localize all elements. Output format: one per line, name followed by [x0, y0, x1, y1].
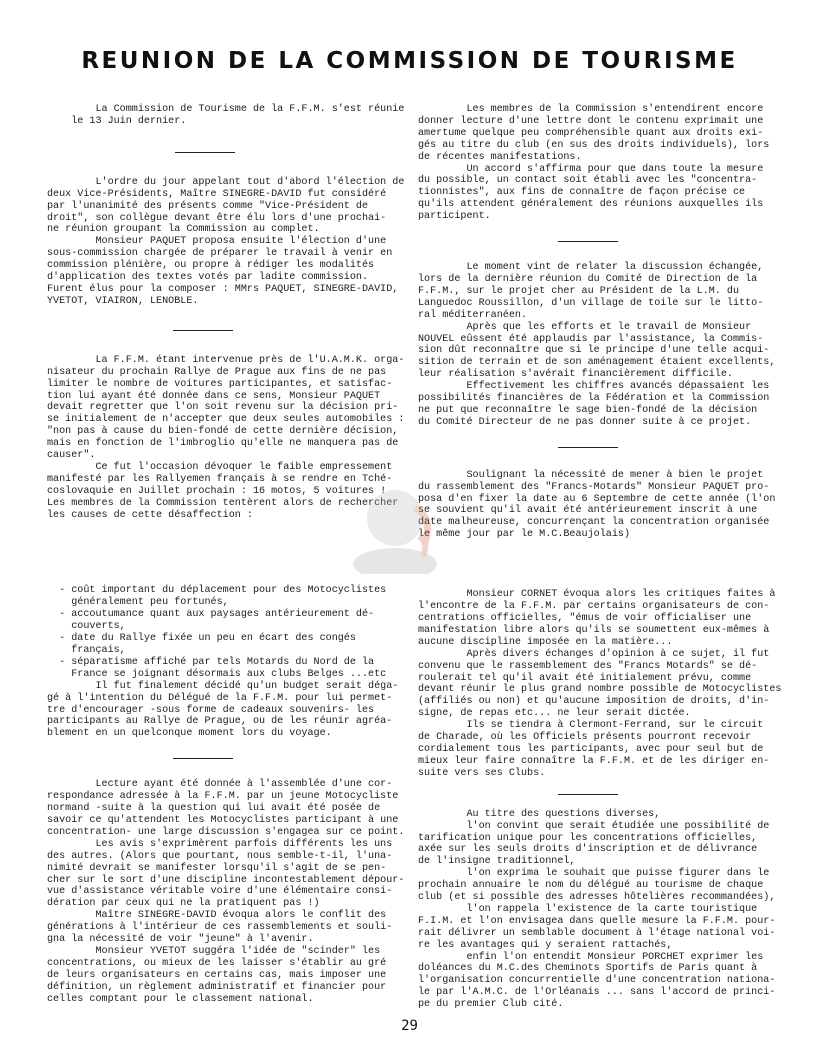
paragraph-causes-list: - coût important du déplacement pour des Motocyclistes généralement peu fortunés, - accoutumance quant aux paysages antérieurement dé- couverts, - date du Rallye fixée un peu en écart des congés français, - séparatisme affiché par tels Motards du Nord de la France se joignant désormais aux clubs Belges ...etc Il fut finalement décidé qu'un budget serait déga- gé à l'intention du Délégué de la F.F.M. pour lui permet- tre d'encourager -sous forme de cadeaux souvenirs- les participants au Rallye de Prague, ou de les réunir agréa- blement en un quelconque moment lors du voyage.	[47, 585, 399, 740]
right-column	[418, 104, 782, 1011]
separator-line	[558, 794, 618, 795]
left-column	[47, 104, 405, 1005]
paragraph-critiques: Monsieur CORNET évoqua alors les critiques faites à l'encontre de la F.F.M. par certains organisateurs de con- centrations officielles, "émus de voir officialiser une manifestation libre alors qu'ils se soumettent eux-mêmes à aucune discipline imposée en la matière... Après divers échanges d'opinion à ce sujet, il fut convenu que le rassemblement des "Francs Motards" se dé- roulerait tel qu'il avait été initialement prévu, comme devant réunir le plus grand nombre possible de Motocyclistes (affiliés ou non) et qu'aucune imposition de droits, d'in- signe, de repas etc... ne leur serait dictée. Ils se tiendra à Clermont-Ferrand, sur le circuit de Charade, où les Officiels présents pourront recevoir cordialement tous les participants, avec pour seul but de mieux leur faire connaître la F.F.M. et de les diriger en- suite vers ses Clubs.	[418, 589, 782, 779]
paragraph-elections: L'ordre du jour appelant tout d'abord l'élection de deux Vice-Présidents, Maître SINEGRE-DAVID fut considéré par l'unanimité des présents comme "Vice-Président de droit", son collègue devant être élu lors d'une prochai- ne réunion groupant la Commission au complet. Monsieur PAQUET proposa ensuite l'élection d'une sous-commission chargée de préparer le travail à venir en commission plénière, ou propre à rédiger les modalités d'application des textes votés par ladite commission. Furent élus pour la composer : MMrs PAQUET, SINEGRE-DAVID, YVETOT, VIAIRON, LENOBLE.	[47, 176, 405, 307]
page-title: REUNION DE LA COMMISSION DE TOURISME	[81, 48, 738, 74]
spacer	[47, 521, 402, 585]
separator-line	[175, 152, 235, 153]
separator-line	[173, 330, 233, 331]
separator-line	[558, 241, 618, 242]
paragraph-opening: La Commission de Tourisme de la F.F.M. s'est réunie le 13 Juin dernier.	[71, 104, 405, 127]
paragraph-rallye-prague: La F.F.M. étant intervenue près de l'U.A.M.K. orga- nisateur du prochain Rallye de Prague aux fins de ne pas limiter le nombre de voitures participantes, et satisfac- tion lui ayant été donnée dans ce sens, Monsieur PAQUET devait regretter que l'on soit revenu sur la décision pri- se initialement de n'accepter que deux seules automobiles : "non pas à cause du bien-fondé de cette dernière décision, mais en fonction de l'imbroglio qu'elle ne manquera pas de causer". Ce fut l'occasion dévoquer le faible empressement manifesté par les Rallyemen français à se rendre en Tché- coslovaquie en Juillet prochain : 16 motos, 5 voitures ! Les membres de la Commission tentèrent alors de rechercher les causes de cette désaffection :	[47, 354, 405, 521]
page-number: 29	[401, 1018, 418, 1034]
separator-line	[558, 447, 618, 448]
paragraph-lettre: Les membres de la Commission s'entendirent encore donner lecture d'une lettre dont le contenu exprimait une amertume quelque peu compréhensible quant aux droits exi- gés au titre du club (en sus des droits individuels), lors de récentes manifestations. Un accord s'affirma pour que dans toute la mesure du possible, un contact soit établi avec les "concentra- tionnistes", aux fins de connaître de façon précise ce qu'ils attendent généralement des réunions auxquelles ils participent.	[418, 104, 770, 223]
separator-line	[173, 758, 233, 759]
paragraph-village-toile: Le moment vint de relater la discussion échangée, lors de la dernière réunion du Comité de Direction de la F.F.M., sur le projet cher au Président de la L.M. du Languedoc Roussillon, d'un village de toile sur le litto- ral méditerranéen. Après que les efforts et le travail de Monsieur NOUVEL eûssent été applaudis par l'assistance, la Commis- sion dût reconnaître que si le principe d'une telle acqui- sition de terrain et de son aménagement étaient excellents, leur réalisation s'avérait financièrement difficile. Effectivement les chiffres avancés dépassaient les possibilités financières de la Fédération et la Commission ne put que reconnaître le sage bien-fondé de la décision du Comité Directeur de ne pas donner suite à ce projet.	[418, 262, 776, 428]
paragraph-correspondance: Lecture ayant été donnée à l'assemblée d'une cor- respondance adressée à la F.F.M. par un jeune Motocycliste normand -suite à la question qui lui avait été posée de savoir ce qu'attendent les Motocyclistes participant à une concentration- une large discussion s'engagea sur ce point. Les avis s'exprimèrent parfois différents les uns des autres. (Alors que pourtant, nous semble-t-il, l'una- nimité devrait se manifester lorsqu'il s'agit de se pen- cher sur le sort d'une discipline incontestablement dépour- vue d'assistance véritable voire d'une élémentaire consi- dération par ceux qui ne la pratiquent pas !) Maître SINEGRE-DAVID évoqua alors le conflit des générations à l'intérieur de ces rassemblements et souli- gna la nécessité de voir "jeune" à l'avenir. Monsieur YVETOT suggéra l'idée de "scinder" les concentrations, ou mieux de les laisser s'établir au gré de leurs organisateurs en certains cas, mais imposer une définition, un règlement administratif et financier pour celles comptant pour le classement national.	[47, 779, 405, 1005]
paragraph-questions-diverses: Au titre des questions diverses, l'on convint que serait étudiée une possibilité de tarification unique pour les concentrations officielles, axée sur les seuls droits d'inscription et de délivrance de l'insigne traditionnel, l'on exprima le souhait que puisse figurer dans le prochain annuaire le nom du délégué au tourisme de chaque club (et si possible des adresses hôtelières recommandées), l'on rappela l'existence de la carte touristique F.I.M. et l'on envisagea dans quelle mesure la F.F.M. pour- rait délivrer un semblable document à l'étage national voi- re les avantages qui y seraient rattachés, enfin l'on entendit Monsieur PORCHET exprimer les doléances du M.C.des Cheminots Sportifs de Paris quant à l'organisation concurrentielle d'une concentration nationa- le par l'A.M.C. de l'Orléanais ... sans l'accord de princi- pe du premier Club cité.	[418, 808, 776, 1011]
spacer	[418, 541, 773, 589]
paragraph-francs-motards: Soulignant la nécessité de mener à bien le projet du rassemblement des "Francs-Motards" Monsieur PAQUET pro- posa d'en fixer la date au 6 Septembre de cette année (l'on se souvient qu'il avait été antérieurement inscrit à une date malheureuse, concurrençant la concentration organisée le même jour par le M.C.Beaujolais)	[418, 469, 776, 541]
